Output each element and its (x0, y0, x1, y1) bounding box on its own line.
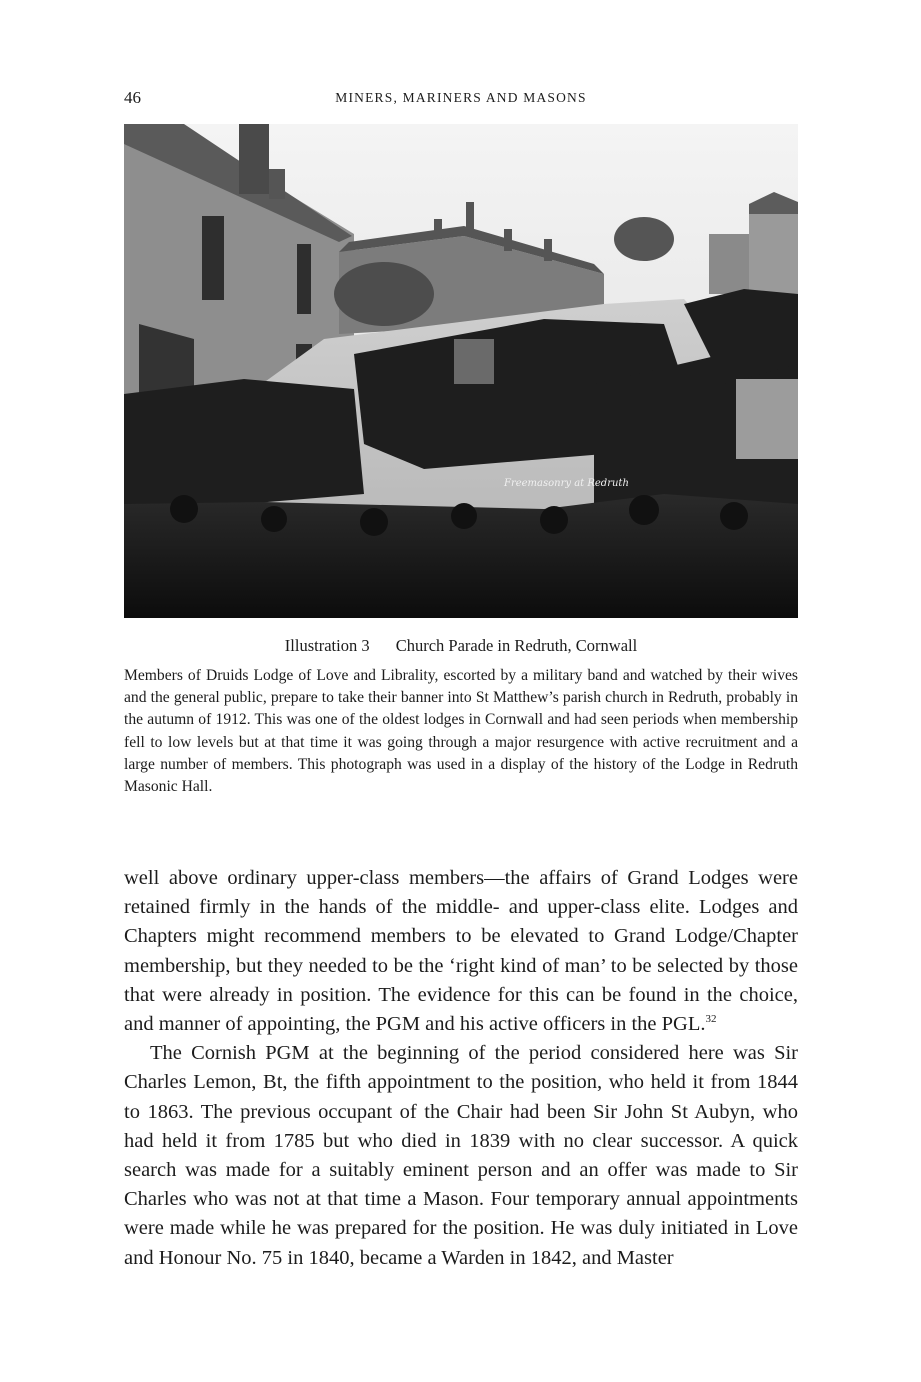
distant-tree (614, 217, 674, 261)
tree (334, 262, 434, 326)
photo-inscription: Freemasonry at Redruth (504, 478, 629, 489)
body-text (124, 864, 798, 1273)
running-title: MINERS, MARINERS AND MASONS (335, 90, 587, 105)
illustration-label: Illustration 3 (284, 636, 370, 655)
church-parade-photograph (124, 124, 798, 618)
illustration-caption: Members of Druids Lodge of Love and Librality, escorted by a military band and watched by their wives and the general public, prepare to take their banner into St Matthew’s parish church in Redruth, probably in the autumn of 1912. This was one of the oldest lodges in Cornwall and had seen periods when membership fell to low levels but at that time it was going through a major resurgence with active recruitment and a large number of members. This photograph was used in a display of the history of the Lodge in Redruth Masonic Hall. (124, 667, 798, 796)
illustration-caption-title (124, 636, 798, 656)
photograph-illustration (124, 124, 798, 618)
footnote-reference: 32 (705, 1013, 717, 1026)
paragraph-2: The Cornish PGM at the beginning of the period considered here was Sir Charles Lemon, Bt, the fifth appointment to the position, who held it from 1844 to 1863. The previous occupant of the Chair had been Sir John St Aubyn, who had held it from 1785 but who died in 1839 with no clear successor. A quick search was made for a suitably eminent person and an offer was made to Sir Charles who was not at that time a Mason. Four temporary annual appointments were made while he was prepared for the position. He was duly initiated in Love and Honour No. 75 in 1840, became a Warden in 1842, and Master (124, 1042, 798, 1269)
illustration-title: Church Parade in Redruth, Cornwall (395, 636, 638, 655)
paragraph-1-text: well above ordinary upper-class members—the affairs of Grand Lodges were retained firmly in the hands of the middle- and upper-class elite. Lodges and Chapters might recommend members to be elevated to Grand Lodge/Chapter membership, but they needed to be the ‘right kind of man’ to be selected by those that were already in position. The evidence for this can be found in the choice, and manner of appointing, the PGM and his active officers in the PGL. (124, 867, 798, 1036)
lodge-banner (736, 379, 798, 459)
paragraph-1 (124, 864, 798, 1039)
page-number: 46 (124, 88, 141, 107)
parade-banner (454, 339, 494, 384)
foreground-crowd (124, 494, 798, 618)
running-head (124, 88, 798, 110)
